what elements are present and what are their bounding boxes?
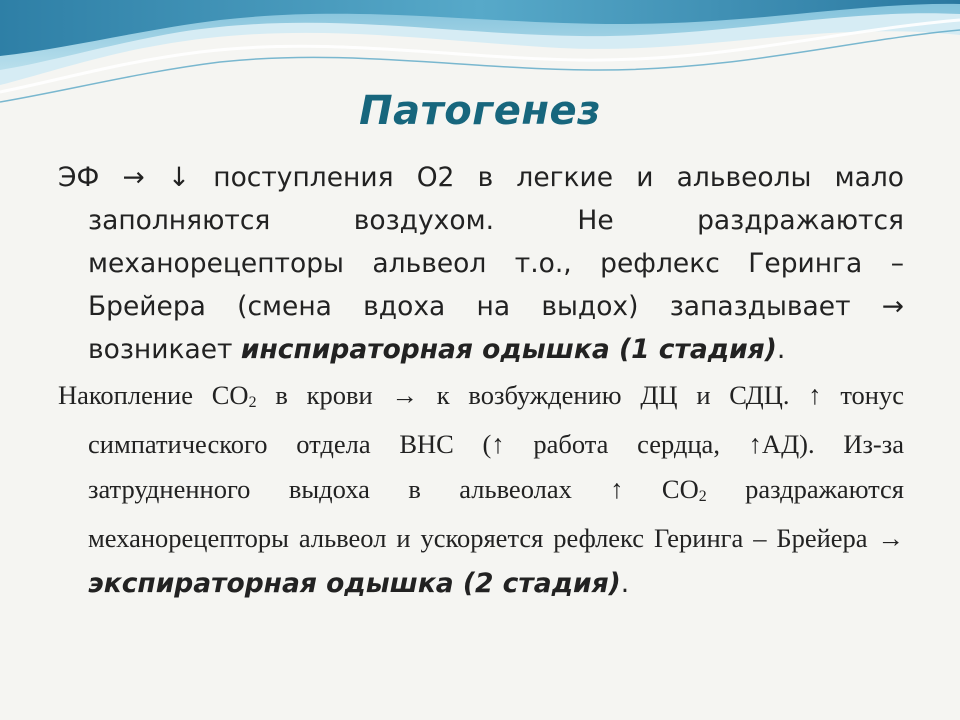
paragraph-2-text-b: в крови → к возбуждению ДЦ и СДЦ. ↑ тонус симпатического отдела ВНС (↑ работа сердца, ↑АД). Из-за затрудненного выдоха в альвеолах ↑ СО [88, 380, 904, 504]
paragraph-1 [58, 156, 904, 371]
paragraph-2-end: . [620, 568, 630, 599]
paragraph-2-subscript-b: 2 [698, 488, 707, 506]
paragraph-1-end: . [776, 334, 786, 365]
paragraph-2-text-c: раздражаются механорецепторы альвеол и ускоряется рефлекс Геринга – Брейера → [88, 474, 904, 553]
paragraph-2-text-a: Накопление СО [58, 380, 249, 410]
slide-title: Патогенез [359, 88, 601, 134]
paragraph-2-emphasis: экспираторная одышка (2 стадия) [88, 568, 621, 599]
paragraph-1-text: ЭФ → ↓ поступления О2 в легкие и альвеолы мало заполняются воздухом. Не раздражаются механорецепторы альвеол т.о., рефлекс Геринга – Брейера (смена вдоха на выдох) запаздывает → возникает [58, 162, 904, 365]
paragraph-1-emphasis: инспираторная одышка (1 стадия) [240, 334, 777, 365]
paragraph-2 [58, 373, 904, 606]
slide-body [58, 156, 904, 606]
paragraph-2-subscript-a: 2 [248, 394, 257, 412]
